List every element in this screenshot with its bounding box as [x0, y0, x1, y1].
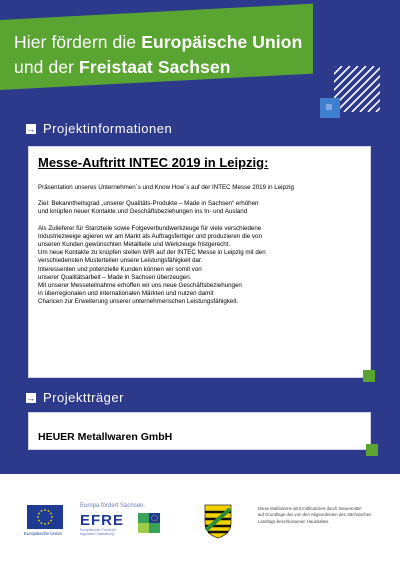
efre-logo-text: EFRE: [80, 512, 125, 529]
project-goal: Ziel: Bekanntheitsgrad „unserer Qualitäts-Produkte – Made in Sachsen“ erhöhen und knüpfen neuer Kontakte und Geschäftsbeziehungen ins In- und Ausland: [38, 200, 259, 216]
project-body: Als Zulieferer für Stanzteile sowie Folgeverbundwerkzeuge für viele verschiedene Industriezweige agieren wir am Markt als Auftragsfertiger und produzieren die von unseren Kunden gewünschten Metallteile und Werkzeuge fristgerecht. Um neue Kontakte zu knüpfen stellen WIR auf der INTEC Messe in Leipzig mit den verschiedensten Musterteilen unsere Leistungsfähigkeit dar. Interessenten und potenzielle Kunden können wir somit von unserer Qualitätsarbeit – Made in Sachsen überzeugen. Mit unserer Messeteilnahme erhoffen wir uns neue Geschäftsbeziehungen in überregionalen und internationalen Märkten und nutzen damit Chancen zur Erweiterung unserer unternehmerischen Leistungsfähigkeit.: [38, 224, 266, 306]
deco-square-small: [326, 104, 332, 110]
banner-title: Hier fördern die Europäische Union und der Freistaat Sachsen: [14, 32, 303, 77]
deco-square-green-2: [366, 444, 378, 456]
eu-label: Europäische Union: [24, 531, 63, 536]
saxony-crest-icon: [203, 503, 233, 539]
project-heading: Messe-Auftritt INTEC 2019 in Leipzig:: [38, 155, 269, 170]
project-info-box: [28, 146, 371, 378]
project-sponsor-box: [28, 412, 371, 450]
project-intro: Präsentation unseres Unternehmen´s und Know How´s auf der INTEC Messe 2019 in Leipzig: [38, 184, 294, 191]
deco-square-green: [363, 370, 375, 382]
section-heading-info: → Projektinformationen: [26, 121, 173, 136]
arrow-right-icon: →: [26, 123, 36, 134]
sponsor-name: HEUER Metallwaren GmbH: [38, 431, 173, 443]
arrow-right-icon: →: [26, 392, 36, 403]
section-heading-sponsor: → Projektträger: [26, 390, 124, 405]
efre-description: Europäischer Fonds für regionale Entwicklung: [80, 528, 117, 536]
eu-flag-icon: [27, 505, 63, 529]
efre-tagline: Europa fördert Sachsen.: [80, 503, 146, 509]
efre-flag-icon: [138, 513, 160, 533]
hatch-pattern-icon: [334, 66, 380, 112]
funding-note: Diese Maßnahme wird mitfinanziert durch Steuermittel auf Grundlage des von den Abgeordneten des Sächsischen Landtags beschlossenen Haushaltes.: [258, 506, 372, 524]
